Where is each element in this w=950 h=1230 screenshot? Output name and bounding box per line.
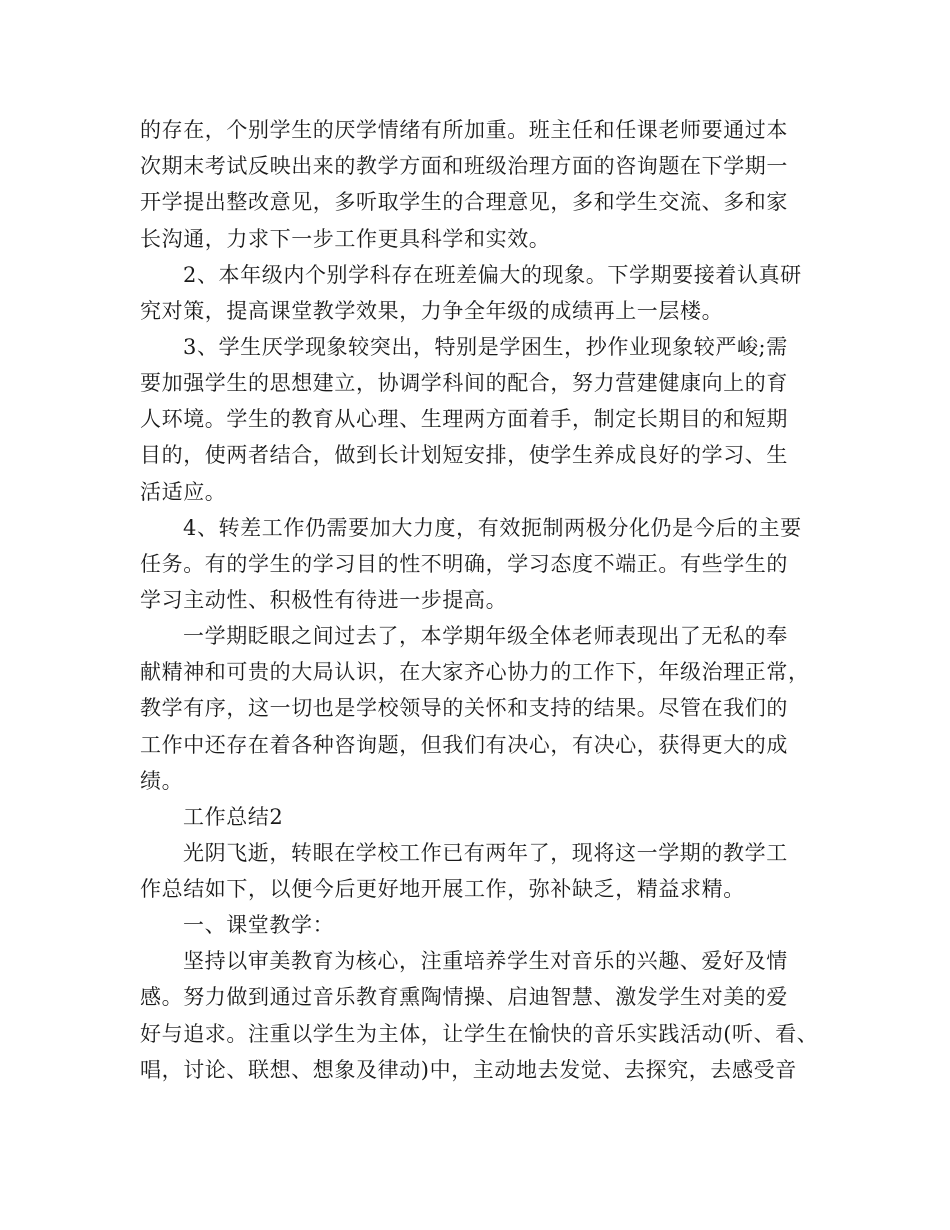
text-line: 活适应。 <box>140 480 227 504</box>
text-line: 学习主动性、积极性有待进一步提高。 <box>140 588 508 612</box>
text-line: 次期末考试反映出来的教学方面和班级治理方面的咨询题在下学期一 <box>140 154 788 178</box>
text-line: 一学期眨眼之间过去了，本学期年级全体老师表现出了无私的奉 <box>183 624 788 648</box>
text-line: 教学有序，这一切也是学校领导的关怀和支持的结果。尽管在我们的 <box>140 696 788 720</box>
text-line: 究对策，提高课堂教学效果，力争全年级的成绩再上一层楼。 <box>140 299 724 323</box>
text-line: 感。努力做到通过音乐教育熏陶情操、启迪智慧、激发学生对美的爱 <box>140 985 788 1009</box>
text-line: 工作中还存在着各种咨询题，但我们有决心，有决心，获得更大的成 <box>140 733 788 757</box>
text-line: 献精神和可贵的大局认识，在大家齐心协力的工作下，年级治理正常， <box>140 660 810 684</box>
text-line: 4、转差工作仍需要加大力度，有效扼制两极分化仍是今后的主要 <box>183 516 802 540</box>
text-line: 光阴飞逝，转眼在学校工作已有两年了，现将这一学期的教学工 <box>183 841 788 865</box>
text-line: 目的，使两者结合，做到长计划短安排，使学生养成良好的学习、生 <box>140 443 788 467</box>
text-line: 要加强学生的思想建立，协调学科间的配合，努力营建健康向上的育 <box>140 371 788 395</box>
text-line: 任务。有的学生的学习目的性不明确，学习态度不端正。有些学生的 <box>140 552 788 576</box>
text-line: 开学提出整改意见，多听取学生的合理意见，多和学生交流、多和家 <box>140 190 788 214</box>
subsection-heading: 一、课堂教学： <box>183 913 335 937</box>
text-line: 3、学生厌学现象较突出，特别是学困生，抄作业现象较严峻;需 <box>183 335 788 359</box>
text-line: 好与追求。注重以学生为主体，让学生在愉快的音乐实践活动(听、看、 <box>140 1022 819 1046</box>
text-line: 2、本年级内个别学科存在班差偏大的现象。下学期要接着认真研 <box>183 263 802 287</box>
text-line: 唱，讨论、联想、想象及律动)中，主动地去发觉、去探究，去感受音 <box>140 1058 797 1082</box>
section-heading: 工作总结2 <box>183 805 284 829</box>
text-line: 作总结如下，以便今后更好地开展工作，弥补缺乏，精益求精。 <box>140 877 745 901</box>
text-line: 长沟通，力求下一步工作更具科学和实效。 <box>140 227 551 251</box>
text-line: 绩。 <box>140 769 184 793</box>
text-line: 人环境。学生的教育从心理、生理两方面着手，制定长期目的和短期 <box>140 407 788 431</box>
text-line: 的存在，个别学生的厌学情绪有所加重。班主任和任课老师要通过本 <box>140 118 788 142</box>
text-line: 坚持以审美教育为核心，注重培养学生对音乐的兴趣、爱好及情 <box>183 949 788 973</box>
